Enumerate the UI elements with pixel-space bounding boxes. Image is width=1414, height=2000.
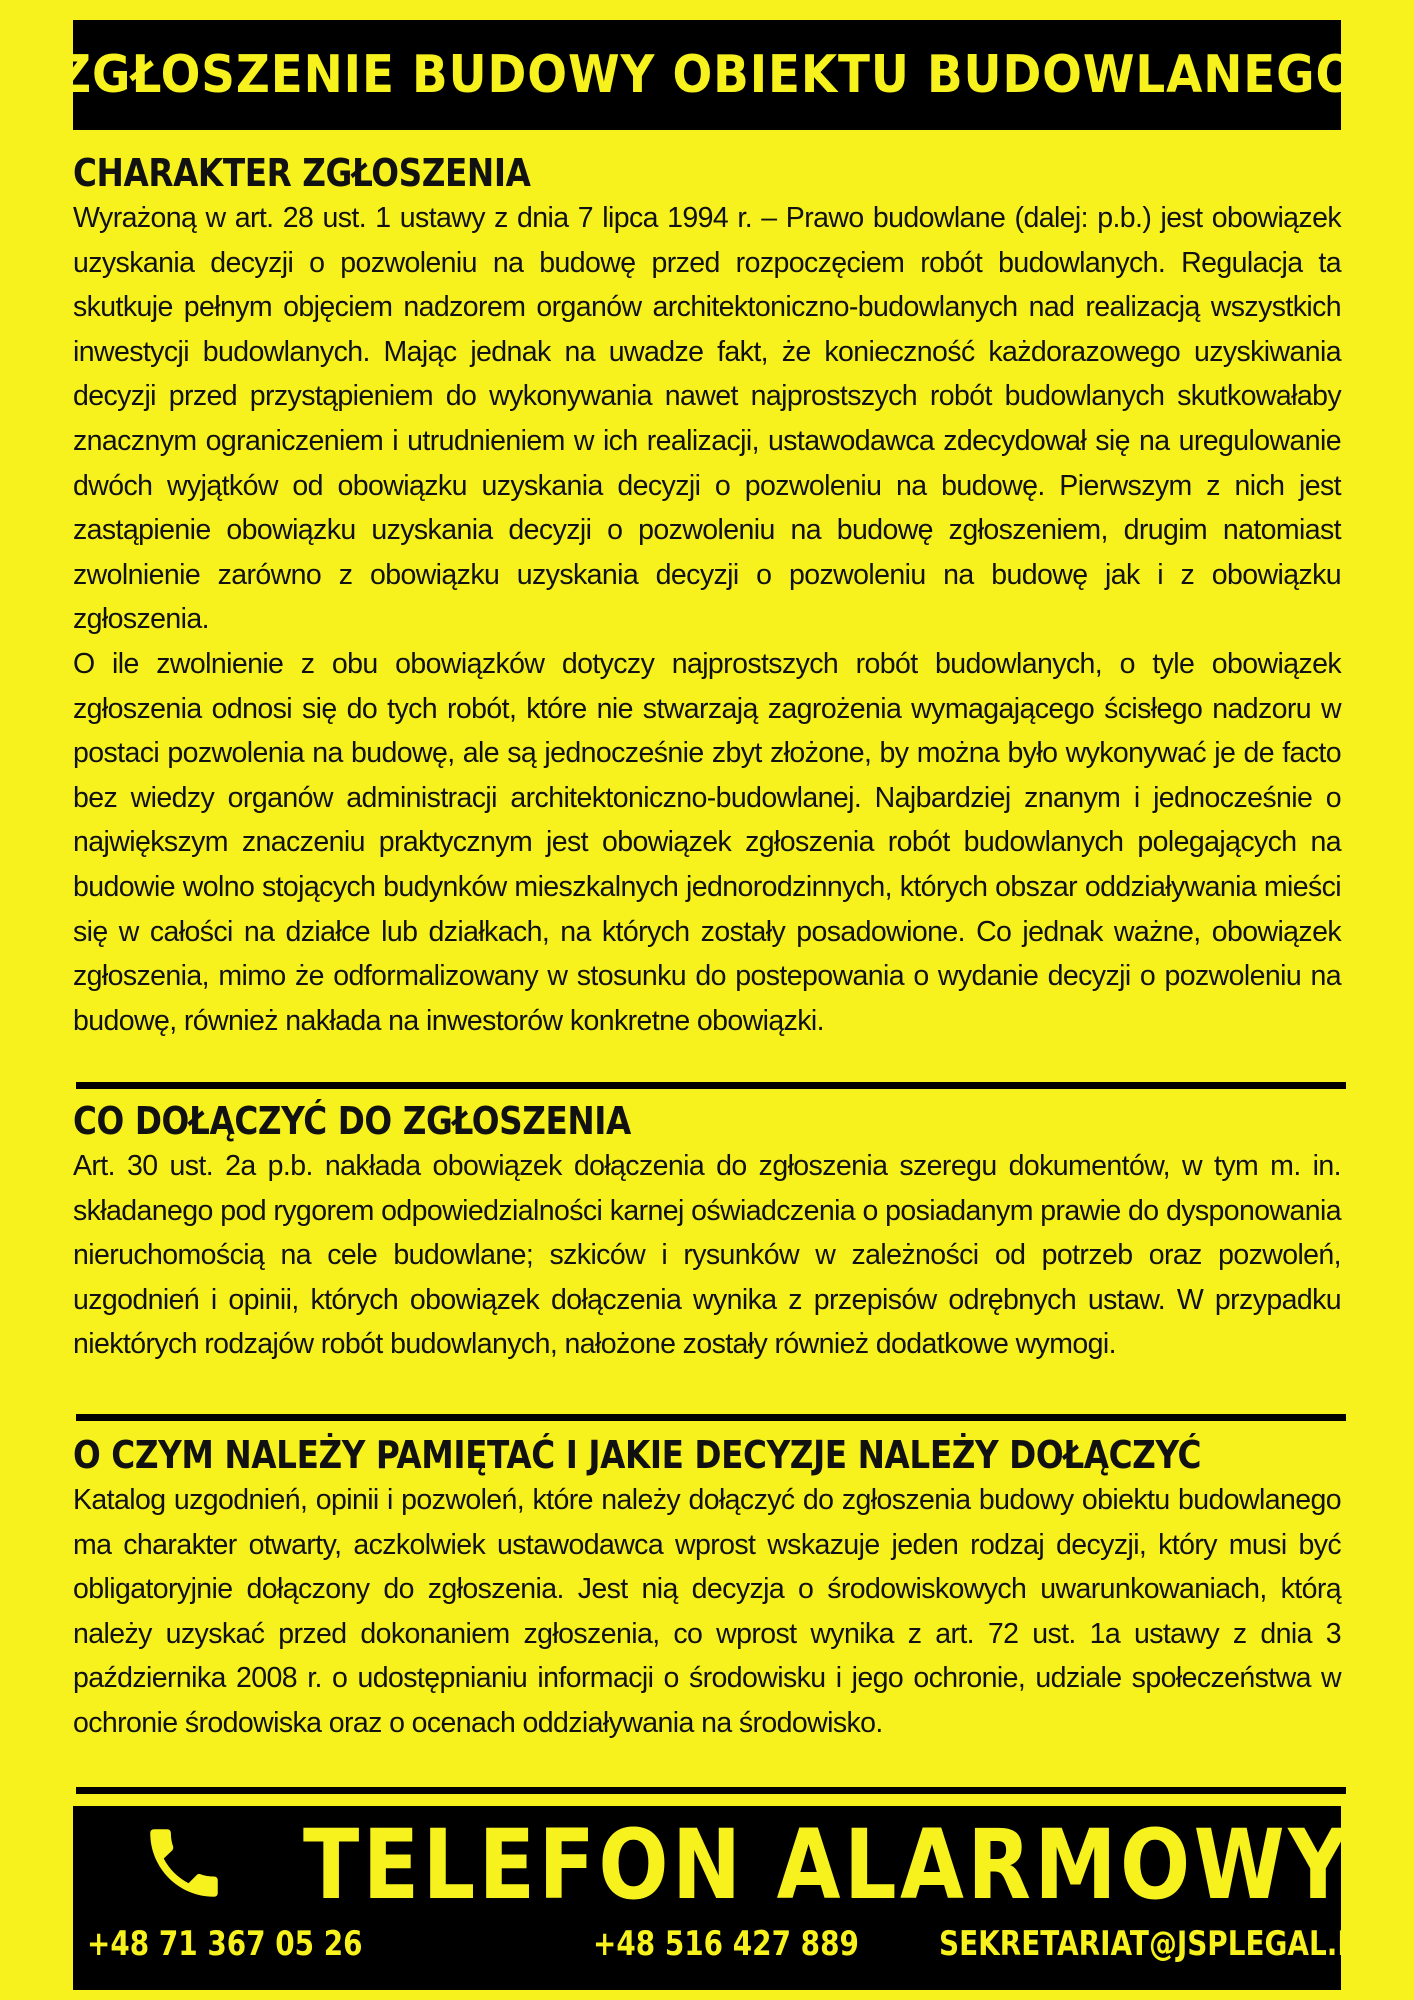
emergency-footer [73, 1806, 1376, 1990]
email-address[interactable]: SEKRETARIAT@JSPLEGAL.PL [939, 1924, 1376, 1964]
phone-number-1[interactable]: +48 71 367 05 26 [87, 1924, 363, 1964]
section-o-czym-pamietac [73, 1432, 1341, 1746]
section-divider [76, 1082, 1346, 1089]
section-co-dolaczyc [73, 1098, 1341, 1367]
phone-number-2[interactable]: +48 516 427 889 [593, 1924, 859, 1964]
section-heading: CO DOŁĄCZYĆ DO ZGŁOSZENIA [73, 1099, 631, 1143]
section-charakter-zgloszenia [73, 150, 1341, 1043]
section-paragraph: Art. 30 ust. 2a p.b. nakłada obowiązek dołączenia do zgłoszenia szeregu dokumentów, w tym m. in. składanego pod rygorem odpowiedzialności karnej oświadczenia o posiadanym prawie do dysponowania nieruchomością na cele budowlane; szkiców i rysunków w zależności od potrzeb oraz pozwoleń, uzgodnień i opinii, których obowiązek dołączenia wynika z przepisów odrębnych ustaw. W przypadku niektórych rodzajów robót budowlanych, nałożone zostały również dodatkowe wymogi. [73, 1150, 1341, 1361]
title-banner [57, 20, 1357, 130]
section-divider [76, 1414, 1346, 1421]
page-title: ZGŁOSZENIE BUDOWY OBIEKTU BUDOWLANEGO [57, 45, 1357, 105]
section-paragraph: Katalog uzgodnień, opinii i pozwoleń, które należy dołączyć do zgłoszenia budowy obiektu budowlanego ma charakter otwarty, aczkolwiek ustawodawca wprost wskazuje jeden rodzaj decyzji, który musi być obligatoryjnie dołączony do zgłoszenia. Jest nią decyzja o środowiskowych uwarunkowaniach, którą należy uzyskać przed dokonaniem zgłoszenia, co wprost wynika z art. 72 ust. 1a ustawy z dnia 3 października 2008 r. o udostępnianiu informacji o środowisku i jego ochronie, udziale społeczeństwa w ochronie środowiska oraz o ocenach oddziaływania na środowisko. [73, 1484, 1341, 1739]
footer-title: TELEFON ALARMOWY [303, 1809, 1352, 1921]
section-heading: O CZYM NALEŻY PAMIĘTAĆ I JAKIE DECYZJE NALEŻY DOŁĄCZYĆ [73, 1433, 1202, 1477]
section-divider [76, 1787, 1346, 1794]
section-paragraph: Wyrażoną w art. 28 ust. 1 ustawy z dnia 7 lipca 1994 r. – Prawo budowlane (dalej: p.b.) jest obowiązek uzyskania decyzji o pozwoleniu na budowę przed rozpoczęciem robót budowlanych. Regulacja ta skutkuje pełnym objęciem nadzorem organów architektoniczno-budowlanych nad realizacją wszystkich inwestycji budowlanych. Mając jednak na uwadze fakt, że konieczność każdorazowego uzyskiwania decyzji przed przystąpieniem do wykonywania nawet najprostszych robót budowlanych skutkowałaby znacznym ograniczeniem i utrudnieniem w ich realizacji, ustawodawca zdecydował się na uregulowanie dwóch wyjątków od obowiązku uzyskania decyzji o pozwoleniu na budowę. Pierwszym z nich jest zastąpienie obowiązku uzyskania decyzji o pozwoleniu na budowę zgłoszeniem, drugim natomiast zwolnienie zarówno z obowiązku uzyskania decyzji o pozwoleniu na budowę jak i z obowiązku zgłoszenia. [73, 202, 1341, 636]
phone-icon [139, 1818, 229, 1908]
section-heading: CHARAKTER ZGŁOSZENIA [73, 151, 531, 195]
section-paragraph: O ile zwolnienie z obu obowiązków dotyczy najprostszych robót budowlanych, o tyle obowiązek zgłoszenia odnosi się do tych robót, które nie stwarzają zagrożenia wymagającego ścisłego nadzoru w postaci pozwolenia na budowę, ale są jednocześnie zbyt złożone, by można było wykonywać je de facto bez wiedzy organów administracji architektoniczno-budowlanej. Najbardziej znanym i jednocześnie o największym znaczeniu praktycznym jest obowiązek zgłoszenia robót budowlanych polegających na budowie wolno stojących budynków mieszkalnych jednorodzinnych, których obszar oddziaływania mieści się w całości na działce lub działkach, na których zostały posadowione. Co jednak ważne, obowiązek zgłoszenia, mimo że odformalizowany w stosunku do postepowania o wydanie decyzji o pozwoleniu na budowę, również nakłada na inwestorów konkretne obowiązki. [73, 647, 1341, 1037]
